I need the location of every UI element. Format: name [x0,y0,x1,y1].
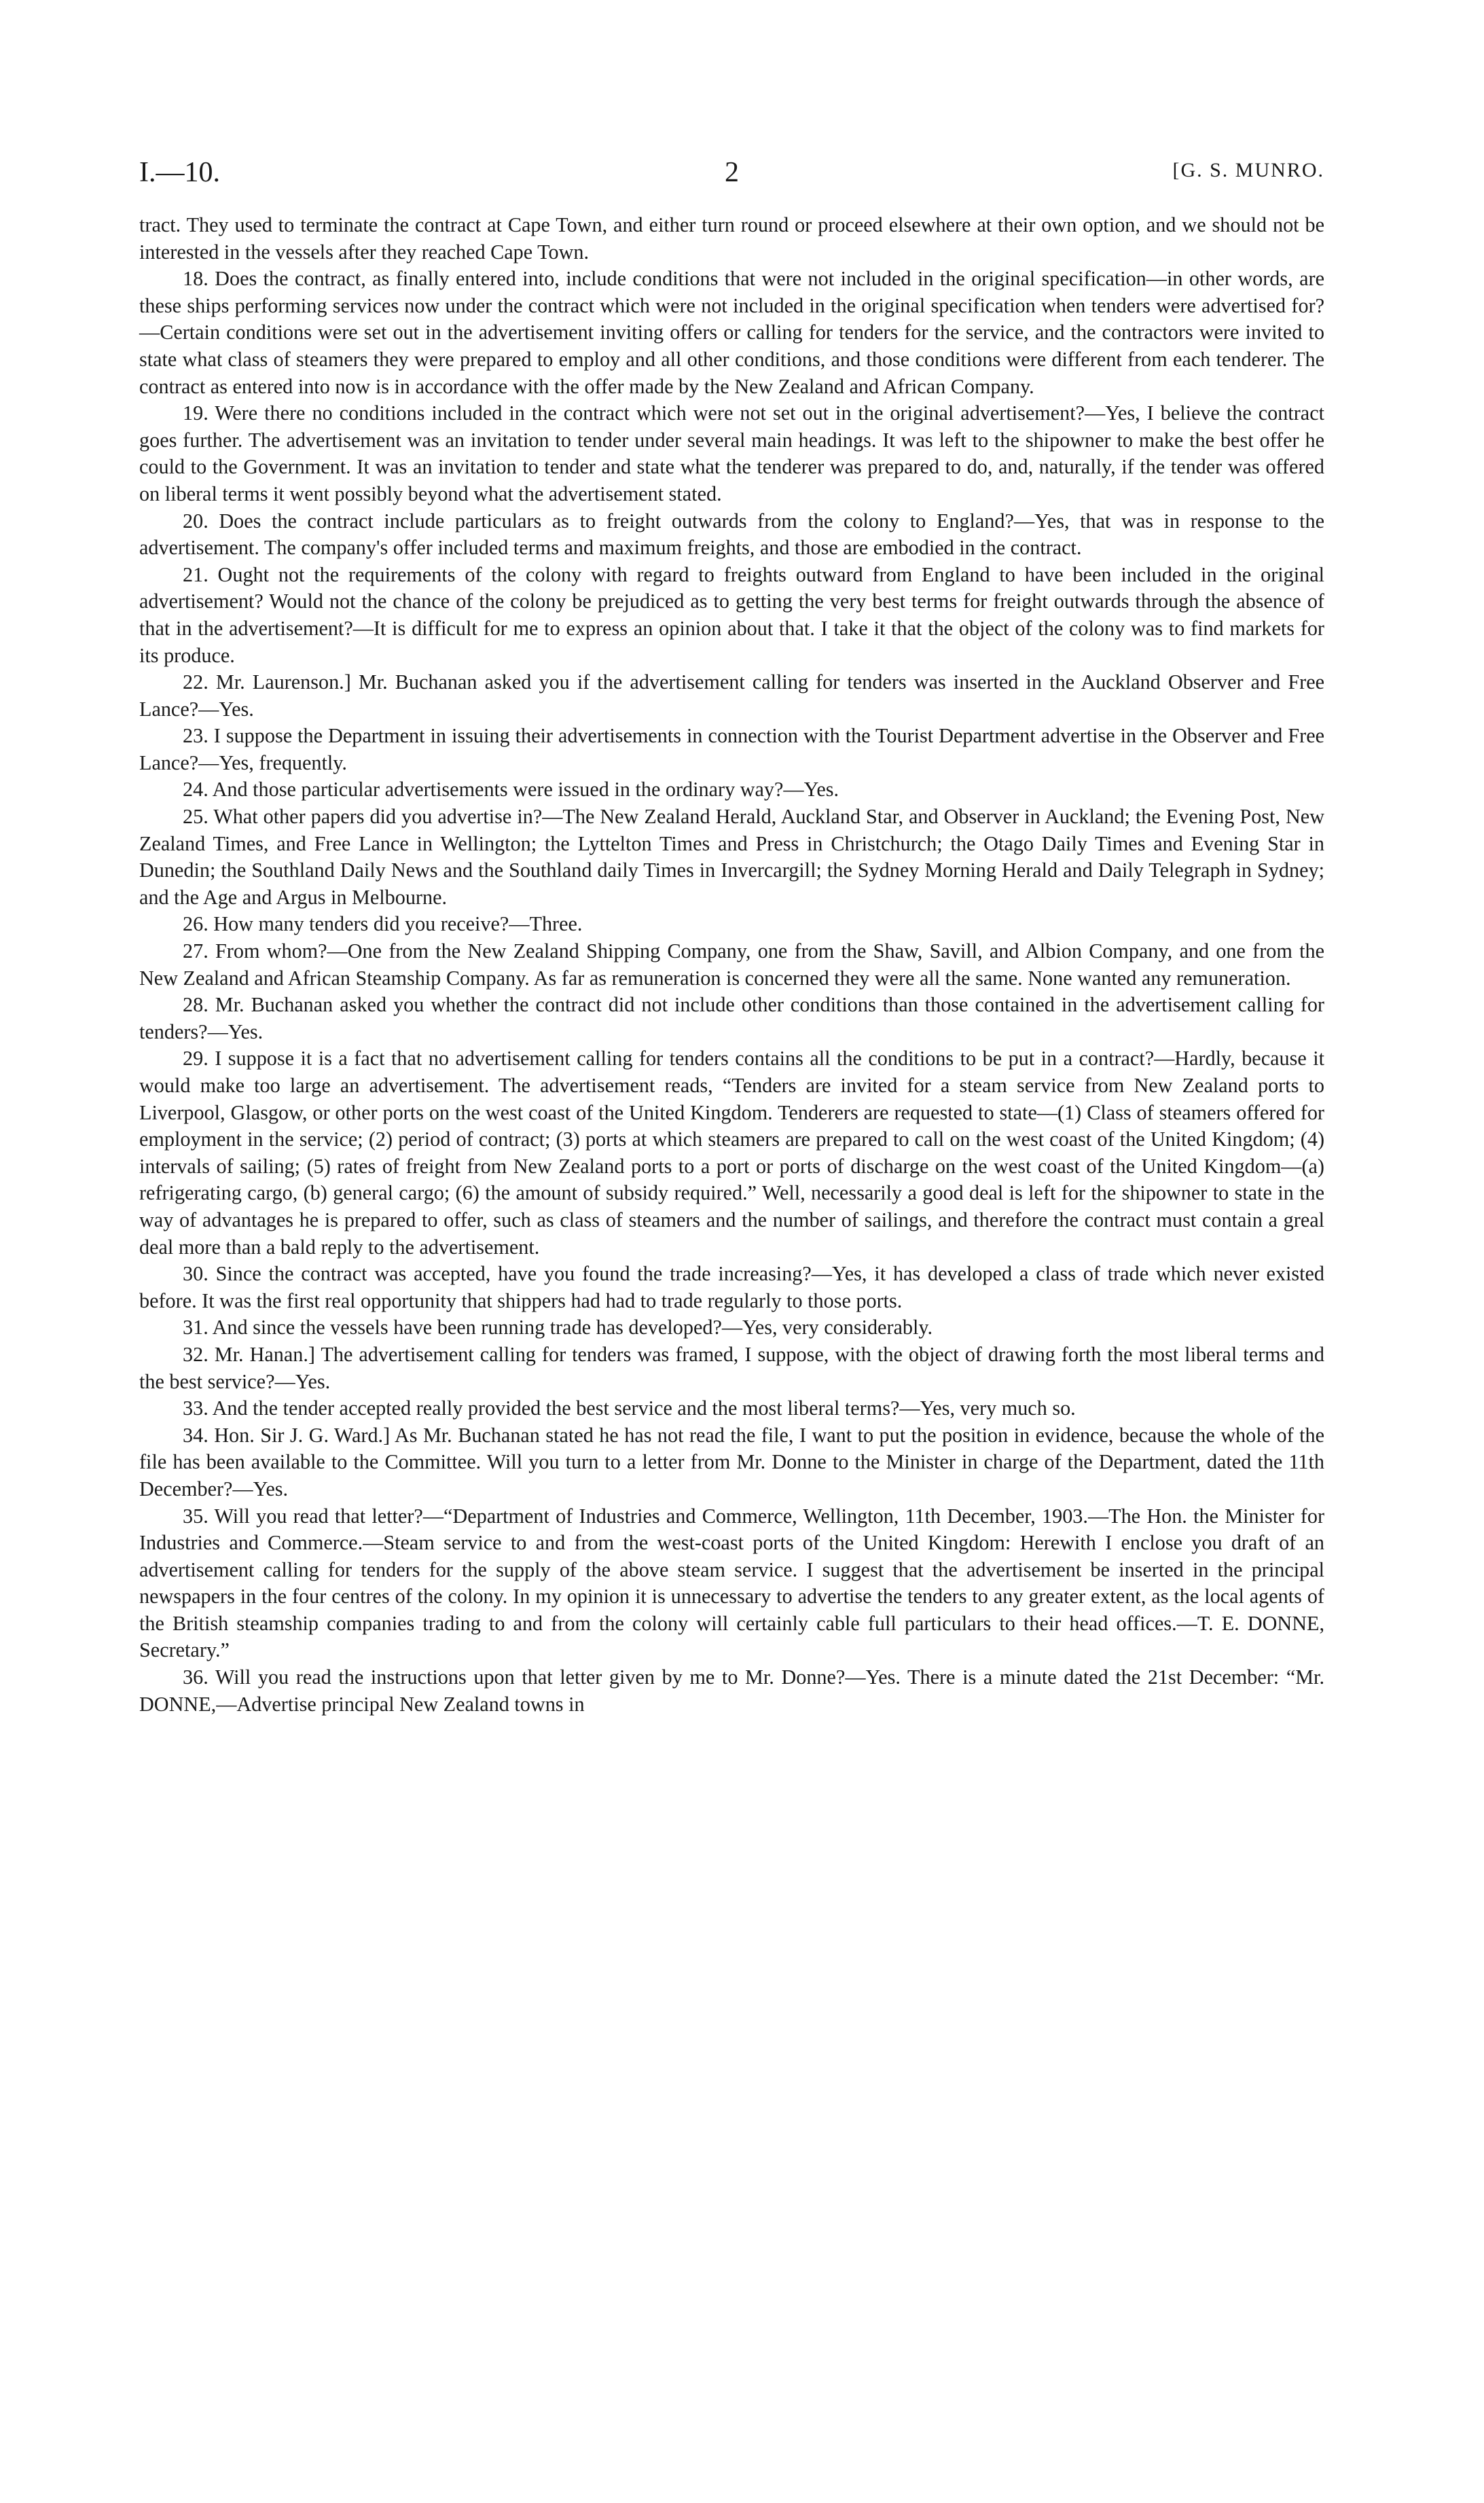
paper-reference: I.—10. [139,157,220,188]
question-24: 24. And those particular advertisements were issued in the ordinary way?—Yes. [183,778,839,802]
question-34: 34. Hon. Sir J. G. Ward.] As Mr. Buchanan stated he has not read the file, I want to put the position in evidence, because the whole of the file has been available to the Committee. Will you turn to a letter from Mr. Donne to the Minister in charge of the Department, dated the 11th December?—Yes. [139,1423,1324,1500]
page-header [139,156,1324,198]
question-22: 22. Mr. Laurenson.] Mr. Buchanan asked you if the advertisement calling for tenders was inserted in the Auckland Observer and Free Lance?—Yes. [139,670,1324,721]
paragraph-continued: tract. They used to terminate the contract at Cape Town, and either turn round or proceed elsewhere at their own option, and we should not be interested in the vessels after they reached Cape Town. [139,213,1324,264]
question-29: 29. I suppose it is a fact that no advertisement calling for tenders contains all the conditions to be put in a contract?—Hardly, because it would make too large an advertisement. The advertisement reads, “Tenders are invited for a steam service from New Zealand ports to Liverpool, Glasgow, or other ports on the west coast of the United Kingdom. Tenderers are requested to state—(1) Class of steamers offered for employment in the service; (2) period of contract; (3) ports at which steamers are prepared to call on the west coast of the United Kingdom; (4) intervals of sailing; (5) rates of freight from New Zealand ports to a port or ports of discharge on the west coast of the United Kingdom—(a) refrigerating cargo, (b) general cargo; (6) the amount of subsidy required.” Well, necessarily a good deal is left for the shipowner to state in the way of advantages he is prepared to offer, such as class of steamers and the number of sailings, and therefore the contract must contain a greal deal more than a bald reply to the advertisement. [139,1047,1324,1259]
question-25: 25. What other papers did you advertise in?—The New Zealand Herald, Auckland Star, and Observer in Auckland; the Evening Post, New Zealand Times, and Free Lance in Wellington; the Lyttelton Times and Press in Christchurch; the Otago Daily Times and Evening Star in Dunedin; the Southland Daily News and the Southland daily Times in Invercargill; the Sydney Morning Herald and Daily Telegraph in Sydney; and the Age and Argus in Melbourne. [139,805,1324,909]
question-36: 36. Will you read the instructions upon that letter given by me to Mr. Donne?—Yes. There is a minute dated the 21st December: “Mr. DONNE,—Advertise principal New Zealand towns in [139,1665,1324,1716]
question-28: 28. Mr. Buchanan asked you whether the contract did not include other conditions than those contained in the advertisement calling for tenders?—Yes. [139,993,1324,1043]
witness-name: [G. S. MUNRO. [1172,159,1324,181]
question-27: 27. From whom?—One from the New Zealand Shipping Company, one from the Shaw, Savill, and Albion Company, and one from the New Zealand and African Steamship Company. As far as remuneration is concerned they were all the same. None wanted any remuneration. [139,939,1324,990]
question-19: 19. Were there no conditions included in the contract which were not set out in the original advertisement?—Yes, I believe the contract goes further. The advertisement was an invitation to tender under several main headings. It was left to the shipowner to make the best offer he could to the Government. It was an invitation to tender and state what the tenderer was prepared to do, and, naturally, if the tender was offered on liberal terms it went possibly beyond what the advertisement stated. [139,401,1324,505]
question-23: 23. I suppose the Department in issuing their advertisements in connection with the Tourist Department advertise in the Observer and Free Lance?—Yes, frequently. [139,724,1324,774]
document-page [139,156,1324,1718]
page-number: 2 [725,157,739,188]
question-32: 32. Mr. Hanan.] The advertisement calling for tenders was framed, I suppose, with the object of drawing forth the most liberal terms and the best service?—Yes. [139,1342,1324,1393]
question-21: 21. Ought not the requirements of the colony with regard to freights outward from England to have been included in the original advertisement? Would not the chance of the colony be prejudiced as to getting the very best terms for freight outwards through the absence of that in the advertisement?—It is difficult for me to express an opinion about that. I take it that the object of the colony was to find markets for its produce. [139,562,1324,667]
question-35: 35. Will you read that letter?—“Department of Industries and Commerce, Wellington, 11th December, 1903.—The Hon. the Minister for Industries and Commerce.—Steam service to and from the west-coast ports of the United Kingdom: Herewith I enclose you draft of an advertisement calling for tenders for the supply of the above steam service. I suggest that the advertisement be inserted in the principal newspapers in the four centres of the colony. In my opinion it is unnecessary to advertise the tenders to any greater extent, as the local agents of the British steamship companies trading to and from the colony will certainly cable full particulars to their head offices.—T. E. DONNE, Secretary.” [139,1504,1324,1662]
question-31: 31. And since the vessels have been running trade has developed?—Yes, very considerably. [183,1316,933,1339]
question-18: 18. Does the contract, as finally entered into, include conditions that were not included in the original specification—in other words, are these ships performing services now under the contract which were not included in the original specification when tenders were advertised for?—Certain conditions were set out in the advertisement inviting offers or calling for tenders for the service, and the contractors were invited to state what class of steamers they were prepared to employ and all other conditions, and those conditions were different from each tenderer. The contract as entered into now is in accordance with the offer made by the New Zealand and African Company. [139,267,1324,398]
evidence-text [139,212,1324,1718]
question-26: 26. How many tenders did you receive?—Three. [183,912,583,936]
question-30: 30. Since the contract was accepted, have you found the trade increasing?—Yes, it has developed a class of trade which never existed before. It was the first real opportunity that shippers had had to trade regularly to those ports. [139,1262,1324,1312]
question-33: 33. And the tender accepted really provided the best service and the most liberal terms?—Yes, very much so. [183,1397,1076,1420]
question-20: 20. Does the contract include particulars as to freight outwards from the colony to England?—Yes, that was in response to the advertisement. The company's offer included terms and maximum freights, and those are embodied in the contract. [139,509,1324,560]
